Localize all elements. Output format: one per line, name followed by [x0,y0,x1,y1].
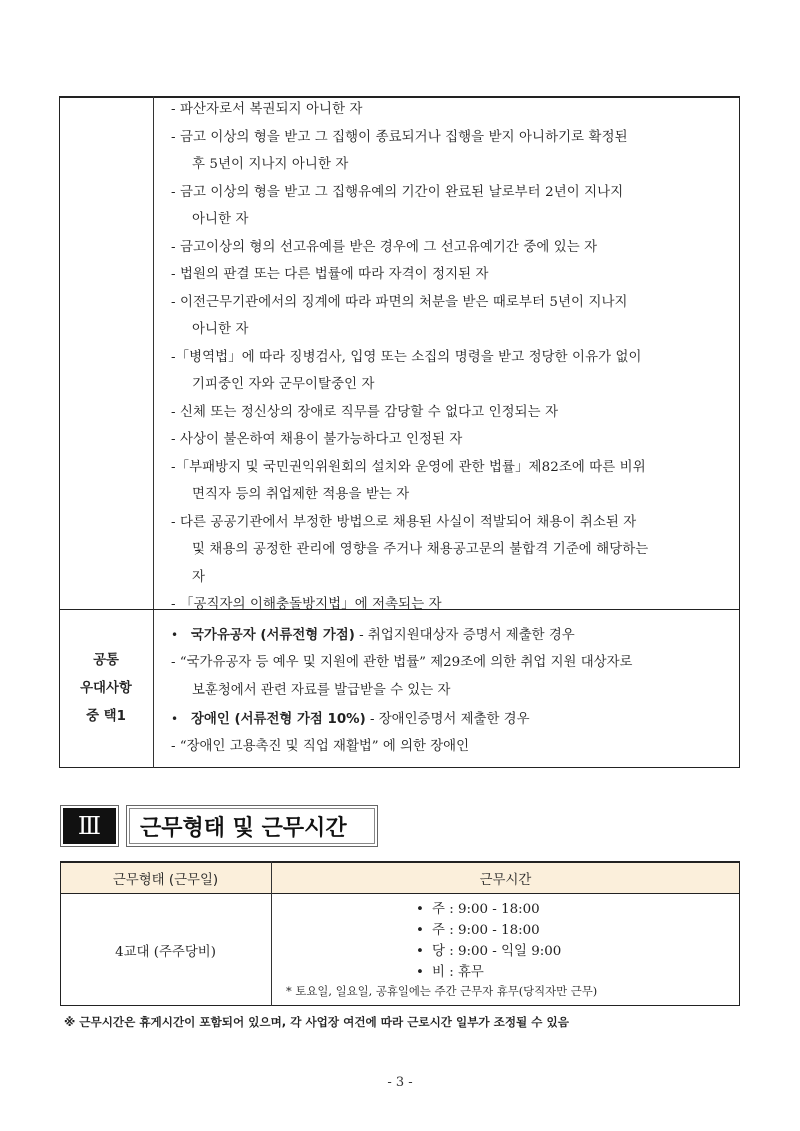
list-item: - 파산자로서 복권되지 아니한 자 [171,102,363,117]
section-number-box [60,805,119,847]
section-title: 근무형태 및 근무시간 [129,808,375,844]
preference-item-veterans [171,621,731,649]
preference-item-title: 장애인 (서류전형 가점 10%) [191,712,366,727]
list-item-continued: 후 5년이 지나지 아니한 자 [192,157,349,172]
schedule-label: 당 [432,944,445,959]
holiday-note: * 토요일, 일요일, 공휴일에는 주간 근무자 휴무(당직자만 근무) [286,984,598,998]
preference-header-cell [59,609,153,768]
footnote: ※ 근무시간은 휴게시간이 포함되어 있으며, 각 사업장 여건에 따라 근로시간 일부가 조정될 수 있음 [64,1015,569,1029]
schedule-label: 주 [432,902,445,917]
work-hours-header: 근무시간 [479,873,532,888]
schedule-time: 9:00 - 18:00 [457,923,540,938]
preference-subitem-continued: 보훈청에서 관련 자료를 발급받을 수 있는 자 [192,683,451,698]
schedule-row: • 주 : 9:00 - 18:00 [416,920,561,941]
disqualification-list [171,96,731,619]
preference-list [171,621,731,761]
list-item: - 신체 또는 정신상의 장애로 직무를 감당할 수 없다고 인정되는 자 [171,404,559,420]
bullet-icon: • [416,902,424,917]
bullet-icon: • [416,965,424,980]
schedule-time: 9:00 - 18:00 [457,902,540,917]
list-item: - 다른 공공기관에서 부정한 방법으로 채용된 사실이 적발되어 채용이 취소된 자 [171,514,637,530]
preference-header-line: 중 택1 [86,708,126,724]
preference-item-disabled [171,705,731,733]
page-number: - 3 - [387,1075,413,1090]
list-item-continued: 아니한 자 [192,322,249,337]
list-item: - 「공직자의 이해충돌방지법」에 저촉되는 자 [171,597,442,612]
list-item: - 이전근무기관에서의 징계에 따라 파면의 처분을 받은 때로부터 5년이 지나지 [171,294,628,310]
schedule-time: 휴무 [457,965,484,980]
list-item: - 사상이 불온하여 채용이 불가능하다고 인정된 자 [171,432,463,447]
work-type-header: 근무형태 (근무일) [112,873,219,888]
list-item: -「병역법」에 따라 징병검사, 입영 또는 소집의 명령을 받고 정당한 이유가 없이 [171,349,642,365]
bullet-icon: • [416,944,424,959]
list-item-continued: 아니한 자 [192,212,249,227]
preference-item-detail: - 장애인증명서 제출한 경우 [365,712,530,727]
table-column-divider [153,96,154,768]
section-title-box [126,805,378,847]
list-item: -「부패방지 및 국민권익위원회의 설치와 운영에 관한 법률」제82조에 따른 비위 [171,459,646,475]
bullet-icon: • [416,923,424,938]
schedule-row: • 당 : 9:00 - 익일 9:00 [416,941,561,962]
list-item-continued: 및 채용의 공정한 관리에 영향을 주거나 채용공고문의 불합격 기준에 해당하는 [192,542,649,557]
preference-header-line: 공통 [93,652,119,668]
bullet-icon: • [171,712,179,726]
bullet-icon: • [171,628,179,642]
schedule-time: 9:00 - 익일 9:00 [457,944,562,959]
preference-item-title: 국가유공자 (서류전형 가점) [191,628,355,643]
list-item: - 법원의 판결 또는 다른 법률에 따라 자격이 정지된 자 [171,267,489,282]
schedule-label: 주 [432,923,445,938]
section-number: Ⅲ [63,808,116,844]
shift-type: 4교대 (주주당비) [115,944,216,960]
list-item: - 금고이상의 형의 선고유예를 받은 경우에 그 선고유예기간 중에 있는 자 [171,239,598,255]
list-item-continued: 기피중인 자와 군무이탈중인 자 [192,377,375,392]
schedule-row: • 주 : 9:00 - 18:00 [416,899,561,920]
preference-subitem: - “국가유공자 등 예우 및 지원에 관한 법률” 제29조에 의한 취업 지원 대상자로 [171,655,633,670]
schedule-row: • 비 : 휴무 [416,962,561,983]
list-item: - 금고 이상의 형을 받고 그 집행이 종료되거나 집행을 받지 아니하기로 확정된 [171,129,628,145]
shift-schedule-list [416,899,561,983]
preference-header-line: 우대사항 [80,680,132,696]
list-item-continued: 자 [192,569,206,585]
preference-item-detail: - 취업지원대상자 증명서 제출한 경우 [354,628,575,643]
list-item-continued: 면직자 등의 취업제한 적용을 받는 자 [192,487,410,502]
preference-subitem: - “장애인 고용촉진 및 직업 재활법” 에 의한 장애인 [171,739,470,754]
schedule-label: 비 [432,965,445,980]
list-item: - 금고 이상의 형을 받고 그 집행유예의 기간이 완료된 날로부터 2년이 지나지 [171,184,624,200]
